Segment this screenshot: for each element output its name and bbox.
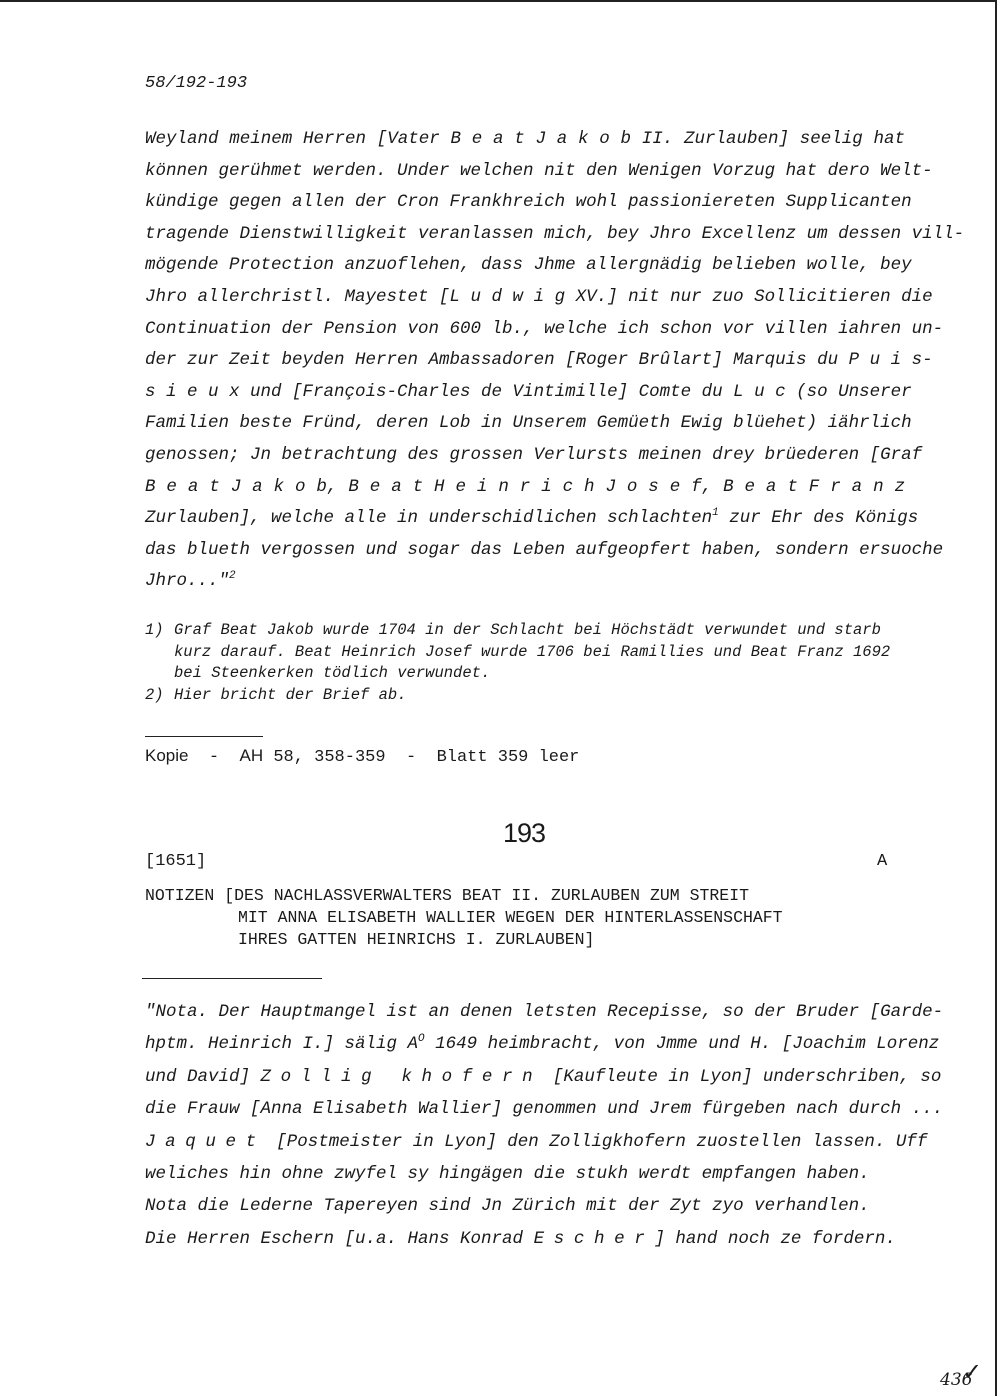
nota-segment: hptm. Heinrich I.] sälig A bbox=[145, 1034, 419, 1055]
nota-text bbox=[145, 996, 944, 1255]
archive-pages: 58, 358-359 bbox=[273, 748, 386, 767]
letter-line: Jhro allerchristl. Mayestet [L u d w i g XV.] nit nur zuo Sollicitieren die bbox=[145, 286, 933, 307]
letter-line: kündige gegen allen der Cron Frankhreich wohl passioniereten Supplicanten bbox=[145, 192, 912, 213]
footnote-text: Hier bricht der Brief ab. bbox=[174, 685, 407, 704]
footnote bbox=[145, 685, 905, 707]
letter-text bbox=[145, 124, 965, 598]
nota-segment: Die Herren Eschern [u.a. Hans Konrad bbox=[145, 1228, 534, 1249]
letter-line: tragende Dienstwilligkeit veranlassen mich, bey Jhro Excellenz um dessen vill- bbox=[145, 223, 965, 244]
letter-text-segment: Jhro..." bbox=[145, 571, 230, 592]
nota-line: weliches hin ohne zwyfel sy hingägen die stukh werdt empfangen haben. bbox=[145, 1164, 870, 1185]
nota-line bbox=[145, 1061, 942, 1093]
footnote-number: 2) bbox=[145, 685, 164, 704]
footnote-marker: 2 bbox=[229, 570, 236, 583]
footnote-text: Graf Beat Jakob wurde 1704 in der Schlacht bei Höchstädt verwundet und starb kurz darauf. Beat Heinrich Josef wurde 1706 bei Ramillies und Beat Franz 1692 bei Steenkerken tödlich verwundet. bbox=[174, 621, 891, 682]
nota-line: die Frauw [Anna Elisabeth Wallier] genommen und Jrem fürgeben nach durch ... bbox=[145, 1099, 944, 1120]
nota-line bbox=[145, 1028, 940, 1060]
archive-code: AH bbox=[239, 746, 264, 765]
letter-line: das blueth vergossen und sogar das Leben aufgeopfert haben, sondern ersuoche bbox=[145, 539, 944, 560]
document-letter: A bbox=[877, 852, 888, 871]
nota-segment: 1649 heimbracht, von Jmme und H. [Joachim Lorenz bbox=[424, 1034, 940, 1055]
kopie-dash: - bbox=[405, 748, 417, 767]
handwritten-page-number: 436 bbox=[940, 1370, 973, 1390]
nota-segment: [Postmeister in Lyon] den Zolligkhofern zuostellen lassen. Uff bbox=[265, 1131, 928, 1152]
nota-segment: und David] bbox=[145, 1066, 261, 1087]
spaced-name: Escher bbox=[533, 1228, 655, 1249]
letter-line: Continuation der Pension von 600 lb., welche ich schon vor villen iahren un- bbox=[145, 318, 944, 339]
letter-text-segment: Zurlauben], welche alle in underschidlichen schlachten bbox=[145, 508, 713, 529]
kopie-label: Kopie bbox=[145, 746, 189, 765]
title-line: MIT ANNA ELISABETH WALLIER WEGEN DER HINTERLASSENSCHAFT bbox=[238, 908, 783, 927]
letter-line: der zur Zeit beyden Herren Ambassadoren [Roger Brûlart] Marquis du P u i s- bbox=[145, 350, 933, 371]
letter-line: genossen; Jn betrachtung des grossen Verlursts meinen drey brüederen [Graf bbox=[145, 444, 923, 465]
blank-sheet-note: Blatt 359 leer bbox=[436, 748, 580, 767]
letter-line: mögende Protection anzuoflehen, dass Jhme allergnädig belieben wolle, bey bbox=[145, 255, 912, 276]
kopie-dash: - bbox=[208, 748, 220, 767]
nota-line: Nota die Lederne Tapereyen sind Jn Zürich mit der Zyt zyo verhandlen. bbox=[145, 1196, 870, 1217]
letter-line: Weyland meinem Herren [Vater B e a t J a k o b II. Zurlauben] seelig hat bbox=[145, 129, 905, 149]
footnote-marker: 1 bbox=[712, 507, 719, 520]
nota-segment: [Kaufleute in Lyon] underschriben, so bbox=[542, 1066, 942, 1087]
nota-line: "Nota. Der Hauptmangel ist an denen letsten Recepisse, so der Bruder [Garde- bbox=[145, 1002, 944, 1022]
footnote-number: 1) bbox=[145, 621, 164, 639]
copy-source-line bbox=[145, 746, 579, 767]
letter-line: s i e u x und [François-Charles de Vintimille] Comte du L u c (so Unserer bbox=[145, 381, 912, 402]
nota-line bbox=[145, 1223, 905, 1255]
spaced-name: Zollig khofern bbox=[260, 1066, 543, 1087]
title-line: NOTIZEN [DES NACHLASSVERWALTERS BEAT II. ZURLAUBEN ZUM STREIT bbox=[145, 886, 749, 905]
page-reference: 58/192-193 bbox=[145, 74, 248, 93]
document-title bbox=[145, 885, 783, 951]
letter-closing bbox=[145, 566, 905, 598]
letter-line: Familien beste Fründ, deren Lob in Unserem Gemüeth Ewig blüehet) iährlich bbox=[145, 413, 912, 434]
letter-line: können gerühmet werden. Under welchen nit den Wenigen Vorzug hat dero Welt- bbox=[145, 160, 933, 181]
letter-text-segment: zur Ehr des Königs bbox=[718, 508, 919, 529]
separator-rule bbox=[145, 736, 263, 737]
document-date: [1651] bbox=[145, 852, 207, 871]
letter-line-with-footnote bbox=[145, 503, 919, 535]
checkmark-icon: ✓ bbox=[962, 1358, 983, 1386]
anno-superscript: O bbox=[418, 1033, 425, 1046]
separator-rule bbox=[142, 978, 322, 979]
nota-segment: ] hand noch ze fordern. bbox=[654, 1228, 896, 1249]
letter-line: B e a t J a k o b, B e a t H e i n r i c h J o s e f, B e a t F r a n z bbox=[145, 476, 905, 497]
document-number: 193 bbox=[503, 818, 546, 848]
footnotes bbox=[145, 620, 905, 706]
nota-line bbox=[145, 1126, 928, 1158]
footnote bbox=[145, 620, 905, 685]
title-line: IHRES GATTEN HEINRICHS I. ZURLAUBEN] bbox=[238, 930, 595, 949]
spaced-name: Jaquet bbox=[145, 1131, 266, 1152]
